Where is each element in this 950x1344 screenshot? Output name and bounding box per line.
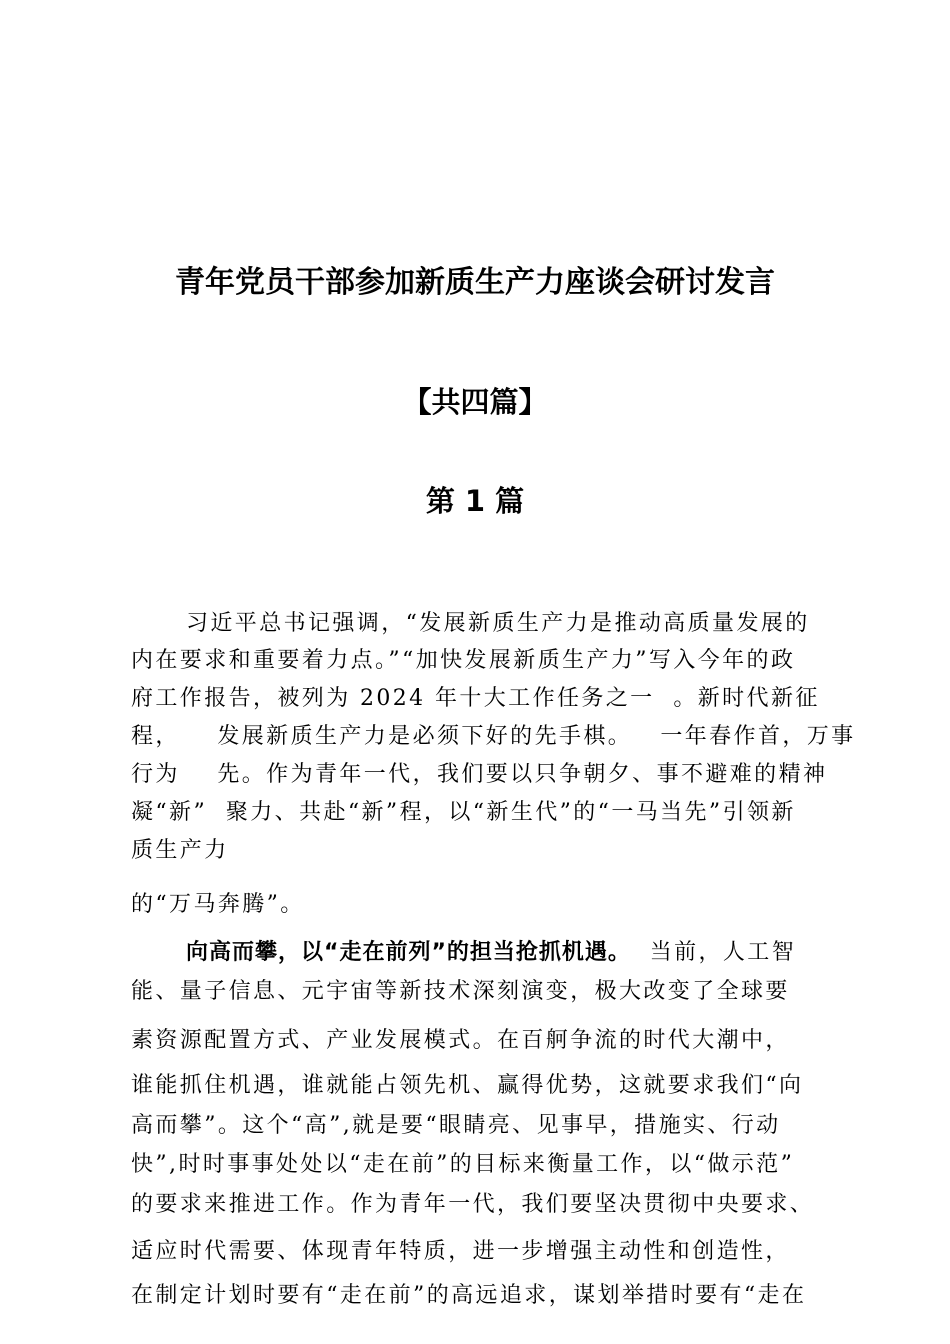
paragraph-line: 在制定计划时要有“走在前”的高远追求，谋划举措时要有“走在	[131, 1283, 807, 1308]
paragraph-line: 府工作报告，被列为 2024 年十大工作任务之一 。新时代新征	[131, 686, 820, 711]
paragraph-line: 谁能抓住机遇，谁就能占领先机、赢得优势，这就要求我们“向	[131, 1073, 804, 1098]
paragraph-first-line	[186, 937, 796, 969]
paragraph-line: 高而攀”。这个“高”,就是要“眼睛亮、见事早，措施实、行动	[131, 1113, 781, 1138]
paragraph-line: 质生产力	[131, 838, 229, 863]
paragraph-line: 的要求来推进工作。作为青年一代，我们要坚决贯彻中央要求、	[131, 1192, 815, 1217]
paragraph-line: 凝“新” 聚力、共赴“新”程，以“新生代”的“一马当先”引领新	[131, 800, 796, 825]
paragraph-line: 内在要求和重要着力点。”“加快发展新质生产力”写入今年的政	[131, 648, 796, 673]
document-title: 青年党员干部参加新质生产力座谈会研讨发言	[175, 265, 775, 300]
paragraph-line: 素资源配置方式、产业发展模式。在百舸争流的时代大潮中，	[131, 1028, 790, 1053]
document-subtitle: 【共四篇】	[402, 385, 548, 419]
paragraph-text: 当前，人工智	[630, 940, 797, 965]
paragraph-line: 能、量子信息、元宇宙等新技术深刻演变，极大改变了全球要	[131, 979, 790, 1004]
paragraph-line: 程， 发展新质生产力是必须下好的先手棋。 一年春作首，万事	[131, 724, 856, 749]
paragraph-heading: 向高而攀，以“走在前列”的担当抢抓机遇。	[186, 940, 631, 965]
paragraph-line: 习近平总书记强调，“发展新质生产力是推动高质量发展的	[186, 611, 810, 636]
paragraph-line: 快”,时时事事处处以“走在前”的目标来衡量工作，以“做示范”	[131, 1152, 795, 1177]
part-title: 第 1 篇	[425, 484, 525, 518]
paragraph-line: 适应时代需要、体现青年特质，进一步增强主动性和创造性，	[131, 1239, 790, 1264]
paragraph-line: 的“万马奔腾”。	[131, 892, 305, 917]
paragraph-line: 行为 先。作为青年一代，我们要以只争朝夕、事不避难的精神	[131, 762, 828, 787]
